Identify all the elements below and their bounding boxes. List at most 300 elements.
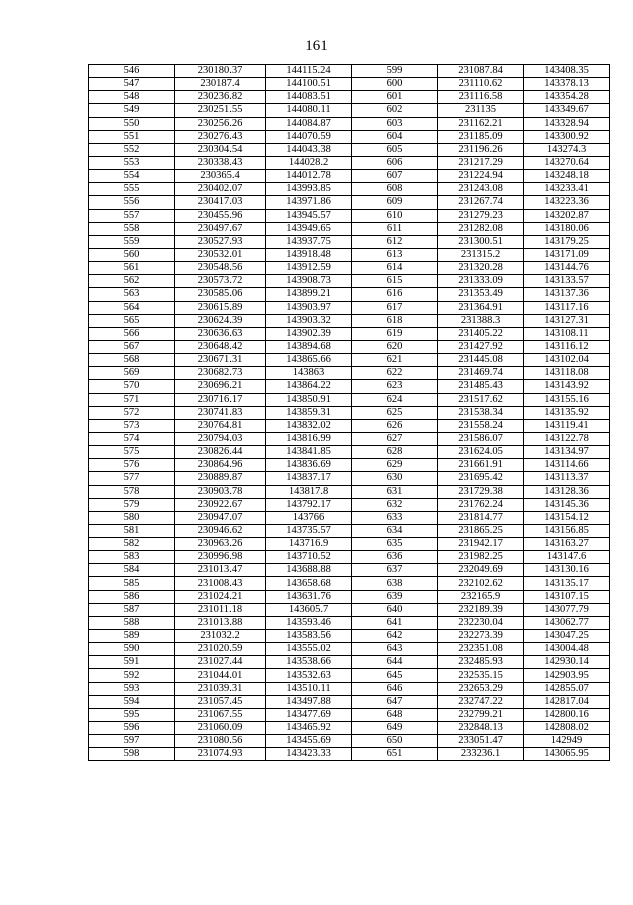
table-cell-x-coordinate-left: 230624.39 <box>175 314 266 327</box>
table-cell-y-coordinate-right: 143155.16 <box>524 393 610 406</box>
table-cell-point-number-right: 610 <box>352 209 438 222</box>
table-cell-y-coordinate-left: 143455.69 <box>266 735 352 748</box>
table-row <box>89 156 610 169</box>
table-cell-point-number-right: 648 <box>352 708 438 721</box>
table-cell-y-coordinate-left: 143912.59 <box>266 262 352 275</box>
table-cell-y-coordinate-right: 143107.15 <box>524 590 610 603</box>
table-row <box>89 630 610 643</box>
table-cell-x-coordinate-left: 230585.06 <box>175 288 266 301</box>
table-cell-y-coordinate-right: 143116.12 <box>524 340 610 353</box>
table-cell-point-number-left: 579 <box>89 498 175 511</box>
table-cell-y-coordinate-left: 143532.63 <box>266 669 352 682</box>
table-cell-x-coordinate-right: 231087.84 <box>438 65 524 78</box>
table-cell-point-number-right: 629 <box>352 459 438 472</box>
table-cell-y-coordinate-left: 143971.86 <box>266 196 352 209</box>
table-cell-point-number-right: 645 <box>352 669 438 682</box>
table-cell-y-coordinate-right: 143300.92 <box>524 130 610 143</box>
table-cell-x-coordinate-left: 230497.67 <box>175 222 266 235</box>
table-cell-y-coordinate-left: 143837.17 <box>266 472 352 485</box>
table-cell-point-number-left: 551 <box>89 130 175 143</box>
table-row <box>89 524 610 537</box>
table-cell-point-number-left: 568 <box>89 354 175 367</box>
table-row <box>89 419 610 432</box>
table-cell-y-coordinate-left: 143538.66 <box>266 656 352 669</box>
table-cell-point-number-right: 647 <box>352 695 438 708</box>
table-cell-y-coordinate-left: 143864.22 <box>266 380 352 393</box>
table-cell-x-coordinate-right: 232165.9 <box>438 590 524 603</box>
table-cell-point-number-right: 634 <box>352 524 438 537</box>
table-cell-x-coordinate-right: 231405.22 <box>438 327 524 340</box>
table-row <box>89 104 610 117</box>
table-cell-x-coordinate-left: 230573.72 <box>175 275 266 288</box>
table-cell-y-coordinate-right: 142808.02 <box>524 722 610 735</box>
table-cell-point-number-left: 569 <box>89 367 175 380</box>
table-cell-y-coordinate-left: 144080.11 <box>266 104 352 117</box>
table-cell-x-coordinate-right: 231469.74 <box>438 367 524 380</box>
table-cell-point-number-left: 589 <box>89 630 175 643</box>
table-cell-point-number-right: 612 <box>352 235 438 248</box>
table-cell-point-number-left: 563 <box>89 288 175 301</box>
table-cell-point-number-left: 549 <box>89 104 175 117</box>
table-cell-x-coordinate-right: 231942.17 <box>438 538 524 551</box>
table-cell-y-coordinate-left: 143555.02 <box>266 643 352 656</box>
table-cell-point-number-right: 624 <box>352 393 438 406</box>
table-cell-y-coordinate-right: 143133.57 <box>524 275 610 288</box>
table-cell-point-number-right: 643 <box>352 643 438 656</box>
table-cell-y-coordinate-right: 143113.37 <box>524 472 610 485</box>
table-cell-x-coordinate-left: 230889.87 <box>175 472 266 485</box>
table-cell-x-coordinate-left: 230903.78 <box>175 485 266 498</box>
table-row <box>89 498 610 511</box>
table-cell-x-coordinate-left: 231027.44 <box>175 656 266 669</box>
table-cell-y-coordinate-right: 143223.36 <box>524 196 610 209</box>
table-cell-y-coordinate-right: 143134.97 <box>524 446 610 459</box>
table-cell-point-number-right: 614 <box>352 262 438 275</box>
coordinates-table <box>88 64 610 761</box>
table-cell-point-number-left: 560 <box>89 248 175 261</box>
table-cell-point-number-right: 627 <box>352 432 438 445</box>
table-cell-y-coordinate-right: 143004.48 <box>524 643 610 656</box>
table-cell-point-number-left: 571 <box>89 393 175 406</box>
table-cell-x-coordinate-right: 232535.15 <box>438 669 524 682</box>
table-cell-y-coordinate-right: 143135.92 <box>524 406 610 419</box>
table-cell-x-coordinate-right: 232848.13 <box>438 722 524 735</box>
table-cell-y-coordinate-left: 143510.11 <box>266 682 352 695</box>
table-cell-y-coordinate-left: 144043.38 <box>266 143 352 156</box>
table-cell-x-coordinate-right: 232485.93 <box>438 656 524 669</box>
table-cell-y-coordinate-left: 143817.8 <box>266 485 352 498</box>
table-cell-point-number-right: 651 <box>352 748 438 761</box>
table-cell-x-coordinate-right: 231485.43 <box>438 380 524 393</box>
table-cell-x-coordinate-left: 230548.56 <box>175 262 266 275</box>
table-cell-point-number-right: 608 <box>352 183 438 196</box>
table-row <box>89 656 610 669</box>
table-cell-point-number-right: 637 <box>352 564 438 577</box>
table-cell-x-coordinate-left: 231008.43 <box>175 577 266 590</box>
table-cell-x-coordinate-right: 231558.24 <box>438 419 524 432</box>
table-cell-point-number-right: 631 <box>352 485 438 498</box>
table-cell-point-number-right: 622 <box>352 367 438 380</box>
table-cell-point-number-right: 606 <box>352 156 438 169</box>
table-cell-y-coordinate-left: 143735.57 <box>266 524 352 537</box>
table-cell-y-coordinate-right: 143270.64 <box>524 156 610 169</box>
table-cell-x-coordinate-right: 231586.07 <box>438 432 524 445</box>
table-cell-x-coordinate-left: 231044.01 <box>175 669 266 682</box>
table-row <box>89 643 610 656</box>
table-cell-y-coordinate-right: 143171.09 <box>524 248 610 261</box>
table-cell-point-number-right: 613 <box>352 248 438 261</box>
table-cell-x-coordinate-left: 231020.59 <box>175 643 266 656</box>
table-cell-y-coordinate-right: 143128.36 <box>524 485 610 498</box>
table-cell-point-number-left: 583 <box>89 551 175 564</box>
table-cell-x-coordinate-left: 230922.67 <box>175 498 266 511</box>
table-row <box>89 682 610 695</box>
table-cell-point-number-right: 632 <box>352 498 438 511</box>
table-cell-x-coordinate-left: 230947.07 <box>175 511 266 524</box>
table-row <box>89 65 610 78</box>
table-row <box>89 209 610 222</box>
table-cell-point-number-right: 615 <box>352 275 438 288</box>
table-cell-point-number-right: 617 <box>352 301 438 314</box>
table-cell-x-coordinate-right: 231217.29 <box>438 156 524 169</box>
table-row <box>89 446 610 459</box>
table-cell-x-coordinate-right: 233051.47 <box>438 735 524 748</box>
table-cell-point-number-left: 585 <box>89 577 175 590</box>
table-row <box>89 577 610 590</box>
table-cell-y-coordinate-right: 143114.66 <box>524 459 610 472</box>
table-cell-y-coordinate-left: 143865.66 <box>266 354 352 367</box>
table-cell-x-coordinate-left: 230236.82 <box>175 91 266 104</box>
table-cell-y-coordinate-right: 143102.04 <box>524 354 610 367</box>
table-cell-x-coordinate-left: 230180.37 <box>175 65 266 78</box>
table-cell-x-coordinate-right: 231135 <box>438 104 524 117</box>
table-cell-point-number-left: 591 <box>89 656 175 669</box>
table-cell-point-number-left: 546 <box>89 65 175 78</box>
table-row <box>89 235 610 248</box>
table-cell-point-number-right: 640 <box>352 603 438 616</box>
table-cell-x-coordinate-right: 231300.51 <box>438 235 524 248</box>
table-cell-y-coordinate-right: 143378.13 <box>524 78 610 91</box>
table-cell-x-coordinate-left: 230276.43 <box>175 130 266 143</box>
table-cell-point-number-left: 556 <box>89 196 175 209</box>
table-row <box>89 130 610 143</box>
table-cell-y-coordinate-right: 142949 <box>524 735 610 748</box>
table-cell-point-number-right: 621 <box>352 354 438 367</box>
table-cell-y-coordinate-left: 143894.68 <box>266 340 352 353</box>
table-cell-y-coordinate-right: 143408.35 <box>524 65 610 78</box>
table-cell-point-number-left: 594 <box>89 695 175 708</box>
table-cell-point-number-left: 573 <box>89 419 175 432</box>
table-cell-point-number-right: 628 <box>352 446 438 459</box>
table-cell-point-number-right: 650 <box>352 735 438 748</box>
table-cell-y-coordinate-right: 143179.25 <box>524 235 610 248</box>
table-row <box>89 603 610 616</box>
table-row <box>89 222 610 235</box>
coordinates-table-body <box>89 65 610 761</box>
table-cell-point-number-left: 547 <box>89 78 175 91</box>
table-cell-point-number-right: 630 <box>352 472 438 485</box>
table-cell-x-coordinate-right: 231267.74 <box>438 196 524 209</box>
table-cell-x-coordinate-right: 231388.3 <box>438 314 524 327</box>
table-cell-x-coordinate-left: 230527.93 <box>175 235 266 248</box>
table-cell-x-coordinate-right: 231315.2 <box>438 248 524 261</box>
table-row <box>89 459 610 472</box>
table-cell-point-number-left: 561 <box>89 262 175 275</box>
table-cell-y-coordinate-left: 144028.2 <box>266 156 352 169</box>
table-cell-x-coordinate-right: 232653.29 <box>438 682 524 695</box>
table-cell-y-coordinate-right: 142800.16 <box>524 708 610 721</box>
table-cell-y-coordinate-left: 143903.32 <box>266 314 352 327</box>
table-cell-y-coordinate-right: 142930.14 <box>524 656 610 669</box>
table-cell-y-coordinate-right: 143119.41 <box>524 419 610 432</box>
table-row <box>89 669 610 682</box>
table-row <box>89 301 610 314</box>
table-cell-point-number-left: 572 <box>89 406 175 419</box>
table-cell-y-coordinate-right: 143180.06 <box>524 222 610 235</box>
table-cell-x-coordinate-right: 231279.23 <box>438 209 524 222</box>
table-cell-x-coordinate-left: 230716.17 <box>175 393 266 406</box>
table-cell-point-number-right: 623 <box>352 380 438 393</box>
table-cell-y-coordinate-right: 143137.36 <box>524 288 610 301</box>
table-row <box>89 340 610 353</box>
table-cell-x-coordinate-left: 231074.93 <box>175 748 266 761</box>
table-cell-x-coordinate-left: 230996.98 <box>175 551 266 564</box>
table-cell-x-coordinate-right: 233236.1 <box>438 748 524 761</box>
table-cell-x-coordinate-right: 231624.05 <box>438 446 524 459</box>
table-cell-point-number-left: 555 <box>89 183 175 196</box>
table-cell-point-number-left: 593 <box>89 682 175 695</box>
table-cell-x-coordinate-right: 231982.25 <box>438 551 524 564</box>
table-cell-point-number-left: 554 <box>89 170 175 183</box>
table-row <box>89 748 610 761</box>
table-cell-point-number-right: 633 <box>352 511 438 524</box>
table-cell-y-coordinate-right: 143117.16 <box>524 301 610 314</box>
table-cell-point-number-right: 636 <box>352 551 438 564</box>
table-cell-point-number-right: 638 <box>352 577 438 590</box>
table-row <box>89 735 610 748</box>
table-cell-x-coordinate-left: 230648.42 <box>175 340 266 353</box>
table-cell-point-number-left: 557 <box>89 209 175 222</box>
table-cell-x-coordinate-right: 232351.08 <box>438 643 524 656</box>
table-cell-y-coordinate-left: 143945.57 <box>266 209 352 222</box>
table-cell-y-coordinate-left: 143816.99 <box>266 432 352 445</box>
table-cell-point-number-right: 600 <box>352 78 438 91</box>
table-cell-y-coordinate-right: 142903.95 <box>524 669 610 682</box>
table-cell-y-coordinate-left: 143423.33 <box>266 748 352 761</box>
table-cell-y-coordinate-left: 143631.76 <box>266 590 352 603</box>
table-cell-y-coordinate-left: 143918.48 <box>266 248 352 261</box>
table-row <box>89 275 610 288</box>
table-cell-y-coordinate-left: 143832.02 <box>266 419 352 432</box>
table-cell-y-coordinate-left: 143583.56 <box>266 630 352 643</box>
table-cell-y-coordinate-left: 144115.24 <box>266 65 352 78</box>
table-cell-x-coordinate-right: 231865.25 <box>438 524 524 537</box>
table-row <box>89 485 610 498</box>
table-cell-x-coordinate-right: 231538.34 <box>438 406 524 419</box>
table-cell-y-coordinate-left: 143792.17 <box>266 498 352 511</box>
table-cell-x-coordinate-right: 232747.22 <box>438 695 524 708</box>
table-cell-point-number-right: 618 <box>352 314 438 327</box>
table-cell-x-coordinate-left: 230794.03 <box>175 432 266 445</box>
table-cell-x-coordinate-left: 230365.4 <box>175 170 266 183</box>
table-row <box>89 564 610 577</box>
table-cell-x-coordinate-left: 230338.43 <box>175 156 266 169</box>
table-cell-point-number-right: 649 <box>352 722 438 735</box>
table-cell-y-coordinate-right: 143233.41 <box>524 183 610 196</box>
table-cell-point-number-right: 599 <box>352 65 438 78</box>
table-cell-x-coordinate-right: 231110.62 <box>438 78 524 91</box>
table-cell-y-coordinate-right: 143349.67 <box>524 104 610 117</box>
table-cell-point-number-left: 559 <box>89 235 175 248</box>
table-cell-x-coordinate-right: 231364.91 <box>438 301 524 314</box>
table-cell-y-coordinate-right: 143077.79 <box>524 603 610 616</box>
table-cell-point-number-left: 576 <box>89 459 175 472</box>
table-cell-x-coordinate-right: 231814.77 <box>438 511 524 524</box>
table-cell-point-number-left: 595 <box>89 708 175 721</box>
table-row <box>89 143 610 156</box>
table-cell-point-number-left: 548 <box>89 91 175 104</box>
table-cell-point-number-left: 592 <box>89 669 175 682</box>
table-cell-point-number-right: 635 <box>352 538 438 551</box>
table-cell-x-coordinate-right: 231353.49 <box>438 288 524 301</box>
table-row <box>89 393 610 406</box>
table-cell-y-coordinate-left: 143658.68 <box>266 577 352 590</box>
table-cell-point-number-right: 642 <box>352 630 438 643</box>
table-cell-x-coordinate-left: 230455.96 <box>175 209 266 222</box>
table-cell-point-number-right: 641 <box>352 616 438 629</box>
table-cell-point-number-left: 580 <box>89 511 175 524</box>
table-cell-y-coordinate-left: 143908.73 <box>266 275 352 288</box>
table-cell-x-coordinate-right: 232049.69 <box>438 564 524 577</box>
table-cell-x-coordinate-left: 231024.21 <box>175 590 266 603</box>
table-cell-y-coordinate-left: 143766 <box>266 511 352 524</box>
table-cell-y-coordinate-right: 143145.36 <box>524 498 610 511</box>
table-cell-y-coordinate-right: 143062.77 <box>524 616 610 629</box>
table-row <box>89 722 610 735</box>
table-row <box>89 380 610 393</box>
table-row <box>89 511 610 524</box>
table-cell-x-coordinate-right: 231224.94 <box>438 170 524 183</box>
table-cell-x-coordinate-left: 231039.31 <box>175 682 266 695</box>
table-cell-y-coordinate-left: 143993.85 <box>266 183 352 196</box>
table-cell-y-coordinate-right: 143127.31 <box>524 314 610 327</box>
table-cell-x-coordinate-right: 231661.91 <box>438 459 524 472</box>
table-cell-point-number-left: 590 <box>89 643 175 656</box>
table-row <box>89 472 610 485</box>
table-cell-point-number-right: 646 <box>352 682 438 695</box>
table-cell-point-number-left: 565 <box>89 314 175 327</box>
table-cell-x-coordinate-right: 231162.21 <box>438 117 524 130</box>
table-cell-y-coordinate-right: 143144.76 <box>524 262 610 275</box>
table-cell-point-number-right: 611 <box>352 222 438 235</box>
table-row <box>89 117 610 130</box>
table-cell-point-number-left: 586 <box>89 590 175 603</box>
table-cell-point-number-left: 574 <box>89 432 175 445</box>
table-cell-point-number-left: 577 <box>89 472 175 485</box>
table-cell-point-number-right: 620 <box>352 340 438 353</box>
table-cell-point-number-left: 584 <box>89 564 175 577</box>
table-cell-x-coordinate-left: 230256.26 <box>175 117 266 130</box>
table-cell-y-coordinate-right: 143130.16 <box>524 564 610 577</box>
table-row <box>89 78 610 91</box>
table-row <box>89 262 610 275</box>
table-cell-x-coordinate-right: 231116.58 <box>438 91 524 104</box>
table-cell-x-coordinate-right: 232102.62 <box>438 577 524 590</box>
table-cell-y-coordinate-left: 143863 <box>266 367 352 380</box>
table-cell-y-coordinate-left: 143899.21 <box>266 288 352 301</box>
table-cell-y-coordinate-right: 143118.08 <box>524 367 610 380</box>
table-cell-y-coordinate-left: 143836.69 <box>266 459 352 472</box>
table-cell-x-coordinate-right: 232189.39 <box>438 603 524 616</box>
table-cell-x-coordinate-left: 230864.96 <box>175 459 266 472</box>
table-cell-x-coordinate-left: 230764.81 <box>175 419 266 432</box>
table-cell-point-number-left: 553 <box>89 156 175 169</box>
table-cell-x-coordinate-left: 231013.88 <box>175 616 266 629</box>
table-cell-y-coordinate-left: 143949.65 <box>266 222 352 235</box>
table-cell-point-number-right: 616 <box>352 288 438 301</box>
table-cell-x-coordinate-right: 231445.08 <box>438 354 524 367</box>
table-cell-point-number-right: 602 <box>352 104 438 117</box>
table-cell-y-coordinate-left: 143902.39 <box>266 327 352 340</box>
table-cell-x-coordinate-left: 230671.31 <box>175 354 266 367</box>
table-cell-y-coordinate-right: 143274.3 <box>524 143 610 156</box>
table-cell-y-coordinate-right: 142817.04 <box>524 695 610 708</box>
table-cell-point-number-right: 601 <box>352 91 438 104</box>
table-cell-y-coordinate-left: 143593.46 <box>266 616 352 629</box>
table-cell-y-coordinate-right: 143065.95 <box>524 748 610 761</box>
table-row <box>89 708 610 721</box>
table-cell-point-number-right: 625 <box>352 406 438 419</box>
table-cell-x-coordinate-left: 230615.89 <box>175 301 266 314</box>
table-row <box>89 695 610 708</box>
table-row <box>89 170 610 183</box>
table-cell-point-number-left: 588 <box>89 616 175 629</box>
table-cell-x-coordinate-left: 230696.21 <box>175 380 266 393</box>
table-cell-x-coordinate-left: 231011.18 <box>175 603 266 616</box>
table-cell-x-coordinate-left: 230251.55 <box>175 104 266 117</box>
table-cell-x-coordinate-left: 230741.83 <box>175 406 266 419</box>
table-cell-point-number-left: 587 <box>89 603 175 616</box>
table-cell-y-coordinate-right: 143156.85 <box>524 524 610 537</box>
table-cell-y-coordinate-left: 143937.75 <box>266 235 352 248</box>
table-cell-x-coordinate-left: 230304.54 <box>175 143 266 156</box>
table-cell-y-coordinate-right: 143147.6 <box>524 551 610 564</box>
table-cell-x-coordinate-right: 231517.62 <box>438 393 524 406</box>
table-cell-x-coordinate-left: 230636.63 <box>175 327 266 340</box>
table-cell-x-coordinate-right: 231243.08 <box>438 183 524 196</box>
table-row <box>89 288 610 301</box>
table-row <box>89 327 610 340</box>
table-row <box>89 616 610 629</box>
table-cell-y-coordinate-left: 144012.78 <box>266 170 352 183</box>
table-cell-x-coordinate-right: 232799.21 <box>438 708 524 721</box>
table-cell-point-number-right: 603 <box>352 117 438 130</box>
table-row <box>89 406 610 419</box>
table-cell-x-coordinate-left: 231080.56 <box>175 735 266 748</box>
table-cell-y-coordinate-right: 143154.12 <box>524 511 610 524</box>
table-row <box>89 196 610 209</box>
table-cell-y-coordinate-right: 143163.27 <box>524 538 610 551</box>
table-cell-y-coordinate-right: 143143.92 <box>524 380 610 393</box>
table-cell-y-coordinate-left: 143716.9 <box>266 538 352 551</box>
table-cell-point-number-left: 596 <box>89 722 175 735</box>
table-cell-x-coordinate-left: 231032.2 <box>175 630 266 643</box>
table-cell-x-coordinate-left: 230532.01 <box>175 248 266 261</box>
table-cell-x-coordinate-left: 230187.4 <box>175 78 266 91</box>
table-cell-y-coordinate-right: 143248.18 <box>524 170 610 183</box>
table-cell-y-coordinate-left: 143841.85 <box>266 446 352 459</box>
table-cell-y-coordinate-right: 142855.07 <box>524 682 610 695</box>
